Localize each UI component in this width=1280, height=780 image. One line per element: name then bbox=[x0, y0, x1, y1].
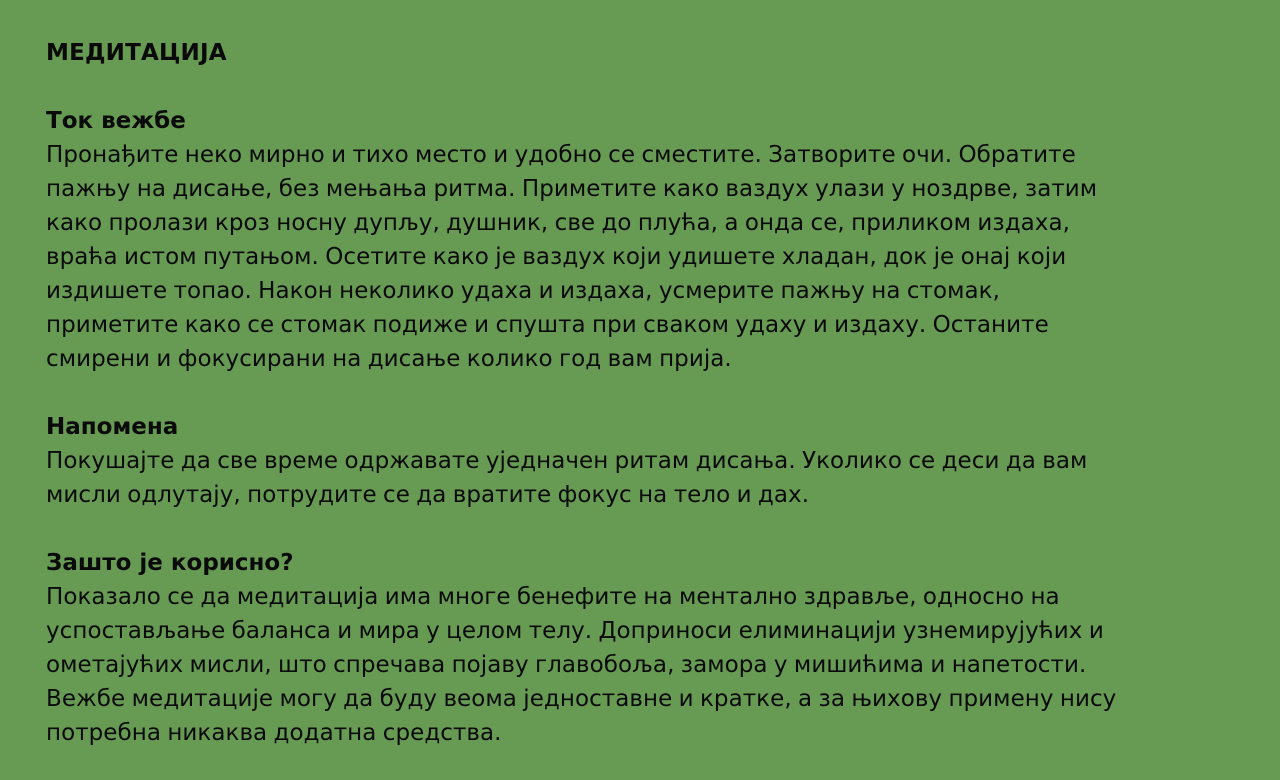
section-body-exercise-flow bbox=[46, 138, 1240, 376]
text-line: како пролази кроз носну дупљу, душник, све до плућа, а онда се, приликом издаха, bbox=[46, 210, 1070, 236]
text-line: потребна никаква додатна средства. bbox=[46, 720, 502, 746]
section-heading-why-useful: Зашто је корисно? bbox=[46, 550, 294, 576]
page-title: МЕДИТАЦИЈА bbox=[46, 40, 227, 66]
text-line: Покушајте да све време одржавате уједначен ритам дисања. Уколико се деси да вам bbox=[46, 448, 1088, 474]
text-line: пажњу на дисање, без мењања ритма. Приметите како ваздух улази у ноздрве, затим bbox=[46, 176, 1098, 202]
text-line: враћа истом путањом. Осетите како је ваздух који удишете хладан, док је онај који bbox=[46, 244, 1067, 270]
section-body-note bbox=[46, 444, 1240, 512]
text-line: мисли одлутају, потрудите се да вратите фокус на тело и дах. bbox=[46, 482, 810, 508]
text-line: ометајућих мисли, што спречава појаву главобоља, замора у мишићима и напетости. bbox=[46, 652, 1087, 678]
text-line: Показало се да медитација има многе бенефите на ментално здравље, односно на bbox=[46, 584, 1060, 610]
section-heading-exercise-flow: Ток вежбе bbox=[46, 108, 186, 134]
text-line: издишете топао. Након неколико удаха и издаха, усмерите пажњу на стомак, bbox=[46, 278, 1000, 304]
text-line: приметите како се стомак подиже и спушта при сваком удаху и издаху. Останите bbox=[46, 312, 1049, 338]
text-line: Пронађите неко мирно и тихо место и удобно се сместите. Затворите очи. Обратите bbox=[46, 142, 1076, 168]
text-line: смирени и фокусирани на дисање колико год вам прија. bbox=[46, 346, 732, 372]
section-heading-note: Напомена bbox=[46, 414, 179, 440]
section-body-why-useful bbox=[46, 580, 1240, 750]
section-exercise-flow bbox=[46, 104, 1240, 376]
text-line: успостављање баланса и мира у целом телу. Доприноси елиминацији узнемирујућих и bbox=[46, 618, 1104, 644]
section-why-useful bbox=[46, 546, 1240, 750]
text-line: Вежбе медитације могу да буду веома једноставне и кратке, а за њихову примену нису bbox=[46, 686, 1117, 712]
section-note bbox=[46, 410, 1240, 512]
